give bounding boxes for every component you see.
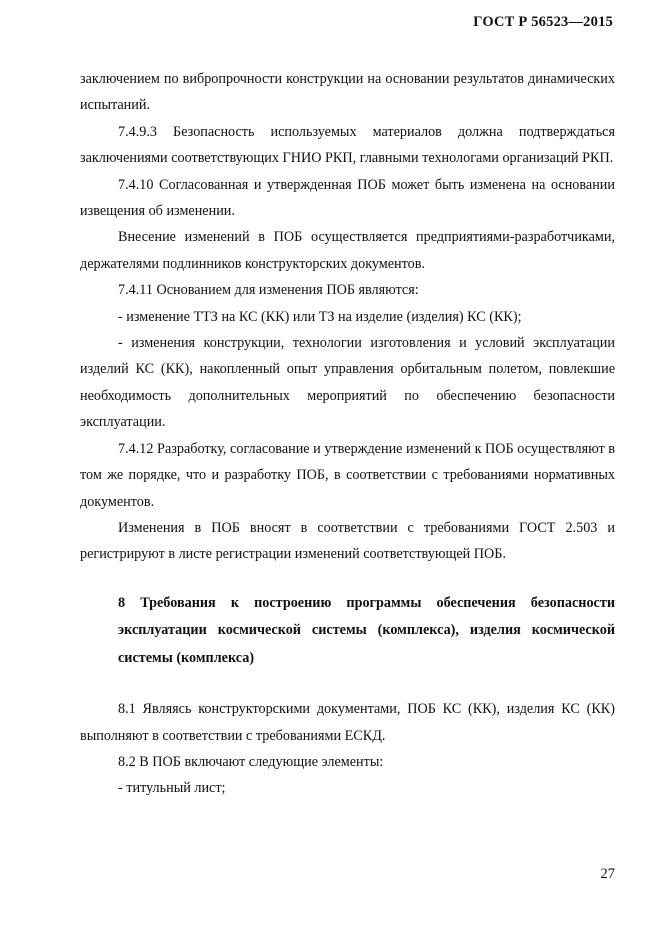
paragraph-8-2: 8.2 В ПОБ включают следующие элементы: (118, 754, 384, 771)
list-item-title-page: - титульный лист; (118, 780, 226, 797)
list-item-tz-change: - изменение ТТЗ на КС (КК) или ТЗ на изделие (изделия) КС (КК); (118, 308, 522, 325)
list-item-design-change: - изменения конструкции, технологии изготовления и условий эксплуатации изделий КС (КК), накопленный опыт управления орбитальным полетом, повлекшие необходимость дополнительных мероприятий по обеспечению безопасности эксплуатации. (80, 335, 615, 431)
paragraph-continuation: заключением по вибропрочности конструкции на основании результатов динамических испытаний. (80, 71, 615, 114)
paragraph-changes-registration: Изменения в ПОБ вносят в соответствии с требованиями ГОСТ 2.503 и регистрируют в листе регистрации изменений соответствующей ПОБ. (80, 519, 615, 563)
document-standard-header: ГОСТ Р 56523—2015 (473, 14, 613, 30)
paragraph-8-1: 8.1 Являясь конструкторскими документами, ПОБ КС (КК), изделия КС (КК) выполняют в соответствии с требованиями ЕСКД. (80, 701, 615, 744)
section-heading-8: 8 Требования к построению программы обеспечения безопасности эксплуатации космической системы (комплекса), изделия космической системы (комплекса) (118, 594, 615, 666)
paragraph-7-4-9-3: 7.4.9.3 Безопасность используемых материалов должна подтверждаться заключениями соответствующих ГНИО РКП, главными технологами организаций РКП. (80, 123, 615, 167)
paragraph-7-4-12: 7.4.12 Разработку, согласование и утверждение изменений к ПОБ осуществляют в том же порядке, что и разработку ПОБ, в соответствии с требованиями нормативных документов. (80, 440, 615, 510)
heading-spacer (80, 672, 615, 696)
document-body (80, 66, 615, 802)
paragraph-7-4-11: 7.4.11 Основанием для изменения ПОБ являются: (118, 282, 419, 299)
paragraph-7-4-10: 7.4.10 Согласованная и утвержденная ПОБ может быть изменена на основании извещения об изменении. (80, 176, 615, 220)
paragraph-changes-introduction: Внесение изменений в ПОБ осуществляется предприятиями-разработчиками, держателями подлинников конструкторских документов. (80, 229, 615, 272)
page-number: 27 (600, 866, 615, 882)
